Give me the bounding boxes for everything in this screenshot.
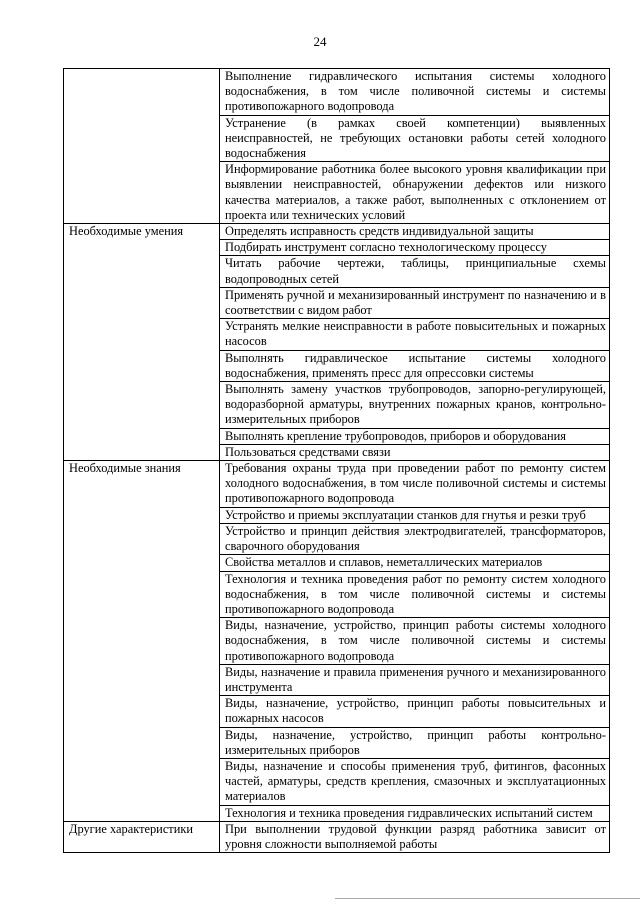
knowledge-item: Виды, назначение и правила применения ручного и механизированного инструмента xyxy=(220,664,610,695)
requirement-cell: Выполнение гидравлического испытания системы холодного водоснабжения, в том числе поливочной системы и системы противопожарного водопровода xyxy=(220,69,610,116)
knowledge-label: Необходимые знания xyxy=(64,461,220,822)
table-row xyxy=(64,821,610,852)
knowledge-item: Технология и техника проведения работ по ремонту систем холодного водоснабжения, в том числе поливочной системы и системы противопожарного водопровода xyxy=(220,571,610,618)
requirement-cell: Информирование работника более высокого уровня квалификации при выявлении неисправностей, обнаружении дефектов или низкого качества материалов, а также работ, выполненных с отклонением от проекта или технических условий xyxy=(220,162,610,224)
knowledge-item: Требования охраны труда при проведении работ по ремонту систем холодного водоснабжения, в том числе поливочной системы и системы противопожарного водопровода xyxy=(220,461,610,508)
table-row xyxy=(64,224,610,240)
skill-item: Выполнять замену участков трубопроводов, запорно-регулирующей, водоразборной арматуры, внутренних пожарных кранов, контрольно-измерительных приборов xyxy=(220,382,610,429)
knowledge-item: Виды, назначение и способы применения труб, фитингов, фасонных частей, арматуры, средств крепления, смазочных и эксплуатационных материалов xyxy=(220,758,610,805)
knowledge-item: Виды, назначение, устройство, принцип работы повысительных и пожарных насосов xyxy=(220,696,610,727)
table-row xyxy=(64,461,610,508)
skill-item: Пользоваться средствами связи xyxy=(220,444,610,460)
knowledge-item: Свойства металлов и сплавов, неметаллических материалов xyxy=(220,555,610,571)
table-row xyxy=(64,69,610,116)
knowledge-item: Технология и техника проведения гидравлических испытаний систем xyxy=(220,805,610,821)
other-characteristics-label: Другие характеристики xyxy=(64,821,220,852)
requirements-table xyxy=(63,68,610,853)
skill-item: Определять исправность средств индивидуальной защиты xyxy=(220,224,610,240)
skill-item: Выполнять гидравлическое испытание системы холодного водоснабжения, применять пресс для опрессовки системы xyxy=(220,350,610,381)
knowledge-item: Виды, назначение, устройство, принцип работы контрольно-измерительных приборов xyxy=(220,727,610,758)
skills-label: Необходимые умения xyxy=(64,224,220,461)
skill-item: Применять ручной и механизированный инструмент по назначению и в соответствии с видом работ xyxy=(220,287,610,318)
scan-edge-line xyxy=(335,898,640,899)
skill-item: Выполнять крепление трубопроводов, приборов и оборудования xyxy=(220,428,610,444)
category-cell-continued xyxy=(64,69,220,224)
page-number: 24 xyxy=(313,34,327,49)
requirement-cell: Устранение (в рамках своей компетенции) выявленных неисправностей, не требующих остановки работы сетей холодного водоснабжения xyxy=(220,115,610,162)
knowledge-item: Устройство и принцип действия электродвигателей, трансформаторов, сварочного оборудования xyxy=(220,523,610,554)
skill-item: Читать рабочие чертежи, таблицы, принципиальные схемы водопроводных сетей xyxy=(220,256,610,287)
skill-item: Подбирать инструмент согласно технологическому процессу xyxy=(220,240,610,256)
skill-item: Устранять мелкие неисправности в работе повысительных и пожарных насосов xyxy=(220,319,610,350)
other-item: При выполнении трудовой функции разряд работника зависит от уровня сложности выполняемой работы xyxy=(220,821,610,852)
knowledge-item: Устройство и приемы эксплуатации станков для гнутья и резки труб xyxy=(220,507,610,523)
knowledge-item: Виды, назначение, устройство, принцип работы системы холодного водоснабжения, в том числе поливочной системы и системы противопожарного водопровода xyxy=(220,618,610,665)
